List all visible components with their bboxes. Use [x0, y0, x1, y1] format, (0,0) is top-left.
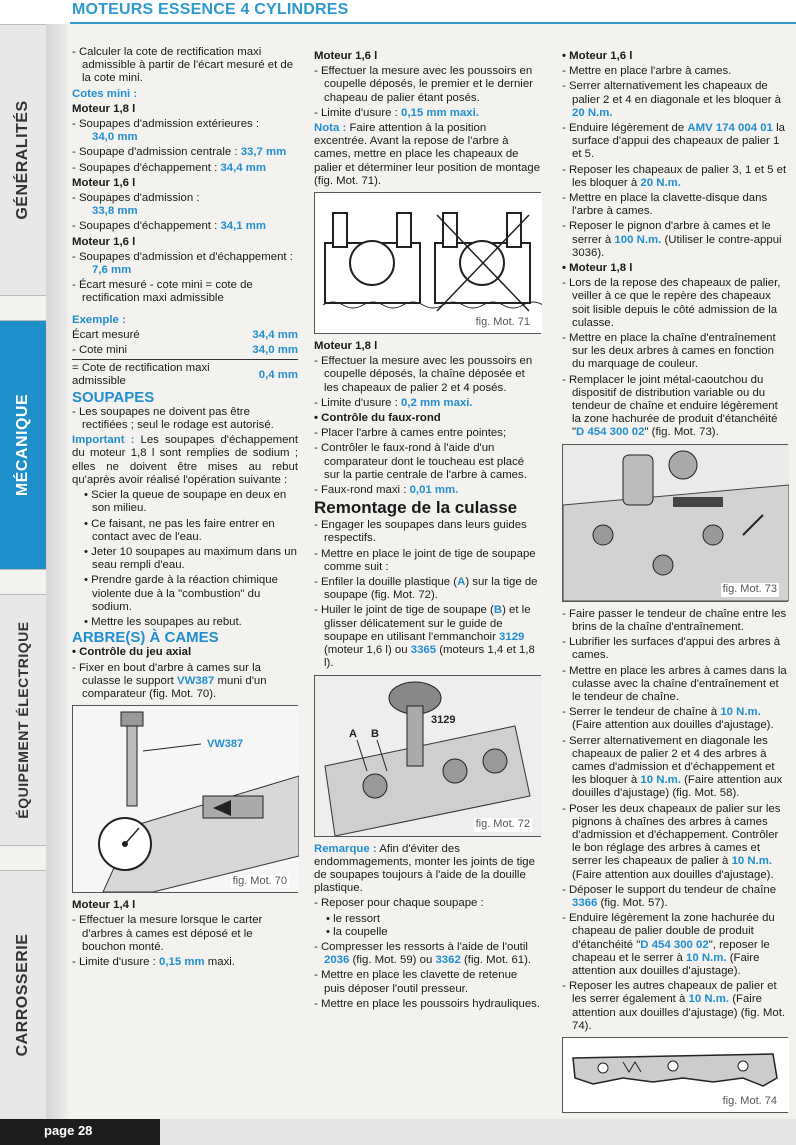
list-item: - Soupapes d'admission : 33,8 mm [72, 192, 200, 218]
list-item: - Reposer pour chaque soupape : [314, 897, 484, 910]
figure-mot-71 [314, 192, 541, 334]
example-title: Exemple : [72, 313, 126, 326]
subheading: Moteur 1,8 l [314, 340, 378, 353]
list-item: - Poser les deux chapeaux de palier sur les pignons à chaînes des arbres à cames d'admission et d'échappement. Contrôler le bon réglage des arbres à cames et serrer les chapeaux de palier à 10 N.m. (Faire attention aux douilles d'ajustage). [562, 802, 781, 881]
column-1 [72, 46, 298, 971]
list-item: - Faux-rond maxi : 0,01 mm. [314, 484, 459, 497]
header-rule [70, 22, 796, 24]
list-item: - Fixer en bout d'arbre à cames sur la culasse le support VW387 muni d'un comparateur (fig. Mot. 70). [72, 661, 267, 700]
page-header [0, 0, 796, 24]
tab-equipement-electrique[interactable]: ÉQUIPEMENT ÉLECTRIQUE [0, 594, 46, 846]
list-item: - Engager les soupapes dans leurs guides respectifs. [314, 519, 527, 545]
list-item: - Soupapes d'échappement : 34,4 mm [72, 161, 267, 174]
list-item: - Contrôler le faux-rond à l'aide d'un comparateur dont le toucheau est placé sur la partie centrale de l'arbre à cames. [314, 442, 527, 481]
tab-mecanique[interactable]: MÉCANIQUE [0, 320, 46, 570]
list-item: - Mettre en place les arbres à cames dans la culasse avec la chaîne d'entraînement et le tendeur de chaîne. [562, 664, 787, 703]
list-item: - Mettre en place les poussoirs hydrauliques. [314, 997, 541, 1010]
example-row: - Cote mini 34,0 mm [72, 344, 298, 357]
bullet-item: • le ressort [326, 912, 380, 925]
remarque-note: Remarque : Afin d'éviter des endommagements, monter les joints de tige de soupapes toujours à l'aide de la douille plastique. [314, 842, 535, 895]
list-item: - Enduire légèrement de AMV 174 004 01 la surface d'appui des chapeaux de palier 1 et 5. [562, 122, 785, 161]
subheading: • Contrôle du jeu axial [72, 646, 192, 659]
figure-mot-73 [562, 444, 788, 602]
list-item: - Effectuer la mesure lorsque le carter d'arbres à cames est déposé et le bouchon monté. [72, 914, 263, 953]
list-item: - Serrer le tendeur de chaîne à 10 N.m. (Faire attention aux douilles d'ajustage). [562, 706, 774, 732]
section-title-arbres: ARBRE(S) À CAMES [72, 629, 219, 647]
bullet-item: • la coupelle [326, 925, 388, 938]
column-2 [314, 50, 541, 1013]
figure-mot-74 [562, 1037, 788, 1113]
list-item: - Mettre en place le joint de tige de soupape comme suit : [314, 547, 536, 573]
list-item: - Soupapes d'échappement : 34,1 mm [72, 220, 267, 233]
fig72-tool-label: 3129 [431, 713, 456, 726]
chain-tensioner-illustration [563, 445, 789, 601]
bullet-item: • Mettre les soupapes au rebut. [84, 615, 242, 628]
tab-generalites[interactable]: GÉNÉRALITÉS [0, 24, 46, 296]
subheading: • Moteur 1,8 l [562, 262, 633, 275]
column-3 [562, 50, 788, 1119]
list-item: - Déposer le support du tendeur de chaîne 3366 (fig. Mot. 57). [562, 883, 777, 909]
list-item: - Enduire légèrement la zone hachurée du chapeau de palier double de produit d'étanchéité "D 454 300 02", reposer le chapeau et le serrer à 10 N.m. (Faire attention aux douilles d'ajustage). [562, 912, 775, 977]
list-item: - Remplacer le joint métal-caoutchou du dispositif de distribution variable ou du tendeur de chaîne et enduire légèrement la zone hachurée de produit d'étanchéité "D 454 300 02" (fig. Mot. 73). [562, 373, 778, 439]
list-item: - Huiler le joint de tige de soupape (B) et le glisser délicatement sur le guide de soupape en utilisant l'emmanchoir 3129 (moteur 1,6 l) ou 3365 (moteurs 1,4 et 1,8 l). [314, 604, 535, 670]
list-item: - Soupapes d'admission extérieures : 34,0 mm [72, 118, 260, 144]
list-item: - Lubrifier les surfaces d'appui des arbres à cames. [562, 636, 781, 662]
subheading: Moteur 1,4 l [72, 899, 136, 912]
list-item: - Limite d'usure : 0,2 mm maxi. [314, 396, 473, 409]
list-item: - Lors de la repose des chapeaux de palier, veiller à ce que le repère des chapeaux soit lisible depuis le côté admission de la culasse. [562, 277, 781, 329]
bullet-item: • Scier la queue de soupape en deux en son milieu. [84, 489, 287, 515]
example-row: Écart mesuré 34,4 mm [72, 328, 298, 341]
bullet-item: • Jeter 10 soupapes au maximum dans un seau rempli d'eau. [84, 545, 297, 572]
list-item: - Limite d'usure : 0,15 mm maxi. [314, 106, 479, 119]
list-item: - Serrer alternativement les chapeaux de palier 2 et 4 en diagonale et les bloquer à 20 N.m. [562, 80, 781, 119]
list-item: - Reposer les autres chapeaux de palier et les serrer également à 10 N.m. (Faire attention aux douilles d'ajustage) (fig. Mot. 74). [562, 980, 786, 1032]
list-item: - Placer l'arbre à cames entre pointes; [314, 427, 507, 440]
subheading: • Moteur 1,6 l [562, 50, 633, 62]
section-title-remontage: Remontage de la culasse [314, 498, 518, 518]
list-item: - Soupapes d'admission et d'échappement : 7,6 mm [72, 250, 293, 277]
subheading: Moteur 1,6 l [72, 176, 136, 189]
fig72-label-b: B [371, 727, 379, 740]
bearing-cap-illustration [315, 193, 542, 333]
list-item: - Mettre en place la chaîne d'entraînement sur les deux arbres à cames en fonction du marquage de couleur. [562, 332, 776, 371]
list-item: - Mettre en place l'arbre à cames. [562, 65, 732, 78]
important-note: Important : Les soupapes d'échappement du moteur 1,8 l sont remplies de sodium ; elles ne doivent être mises au rebut qu'après avoir réalisé l'opération suivante : [72, 434, 298, 486]
fig73-caption: fig. Mot. 73 [722, 583, 777, 596]
section-tabs [0, 24, 46, 1119]
list-item: - Les soupapes ne doivent pas être rectifiées ; seul le rodage est autorisé. [72, 405, 274, 432]
section-title-soupapes: SOUPAPES [72, 388, 155, 406]
list-item: - Effectuer la mesure avec les poussoirs en coupelle déposés, la chaîne déposée et les chapeaux de palier 2 et 4 posés. [314, 355, 533, 394]
tab-carrosserie[interactable]: CARROSSERIE [0, 870, 46, 1120]
fig70-tool-label: VW387 [207, 738, 244, 751]
list-item: - Soupape d'admission centrale : 33,7 mm [72, 146, 287, 159]
intro-text: - Calculer la cote de rectification maxi admissible à partir de l'écart mesuré et de la cote mini. [72, 46, 294, 85]
list-item: - Mettre en place la clavette-disque dans l'arbre à cames. [562, 192, 768, 218]
example-result-row: = Cote de rectification maxi admissible 0,4 mm [72, 359, 298, 388]
subheading: • Contrôle du faux-rond [314, 412, 441, 425]
header-title: MOTEURS ESSENCE 4 CYLINDRES [72, 1, 349, 18]
list-item: - Limite d'usure : 0,15 mm maxi. [72, 955, 235, 968]
valve-seal-illustration [315, 676, 542, 836]
fig71-caption: fig. Mot. 71 [475, 315, 530, 328]
list-item: - Faire passer le tendeur de chaîne entre les brins de la chaîne d'entraînement. [562, 607, 787, 633]
page-number: page 28 [0, 1119, 160, 1145]
dial-gauge-illustration [73, 706, 299, 892]
nota-note: Nota : Faire attention à la position excentrée. Avant la repose de l'arbre à cames, mettre en place les chapeaux de palier et déterminer leur position de montage (fig. Mot. 71). [314, 122, 541, 187]
list-item: - Effectuer la mesure avec les poussoirs en coupelle déposés, le premier et le dernier chapeau de palier étant posés. [314, 65, 533, 104]
bullet-item: • Ce faisant, ne pas les faire entrer en contact avec de l'eau. [84, 517, 275, 543]
list-item: - Écart mesuré - cote mini = cote de rectification maxi admissible [72, 279, 253, 305]
bullet-item: • Prendre garde à la réaction chimique violente due à la "combustion" du sodium. [84, 574, 278, 613]
list-item: - Mettre en place les clavette de retenue puis déposer l'outil presseur. [314, 969, 518, 995]
fig70-caption: fig. Mot. 70 [232, 874, 287, 887]
list-item: - Reposer le pignon d'arbre à cames et le serrer à 100 N.m. (Utiliser le contre-appui 3036). [562, 220, 782, 259]
figure-mot-72 [314, 675, 541, 837]
subheading: Moteur 1,8 l [72, 102, 136, 115]
subheading: Moteur 1,6 l [314, 50, 378, 62]
list-item: - Serrer alternativement en diagonale les chapeaux de palier 2 et 4 des arbres à cames d'admission et d'échappement et les bloquer à 10 N.m. (Faire attention aux douilles d'ajustage) (fig. Mot. 58). [562, 734, 783, 800]
list-item: - Enfiler la douille plastique (A) sur la tige de soupape (fig. Mot. 72). [314, 576, 538, 602]
fig74-caption: fig. Mot. 74 [722, 1094, 777, 1107]
figure-mot-70 [72, 705, 298, 893]
subheading: Moteur 1,6 l [72, 235, 136, 248]
binding-gutter [46, 24, 68, 1119]
cotes-title: Cotes mini : [72, 87, 138, 100]
fig72-label-a: A [349, 727, 357, 740]
list-item: - Reposer les chapeaux de palier 3, 1 et 5 et les bloquer à 20 N.m. [562, 163, 787, 189]
fig72-caption: fig. Mot. 72 [475, 818, 530, 831]
list-item: - Compresser les ressorts à l'aide de l'outil 2036 (fig. Mot. 59) ou 3362 (fig. Mot. 61). [314, 940, 532, 967]
